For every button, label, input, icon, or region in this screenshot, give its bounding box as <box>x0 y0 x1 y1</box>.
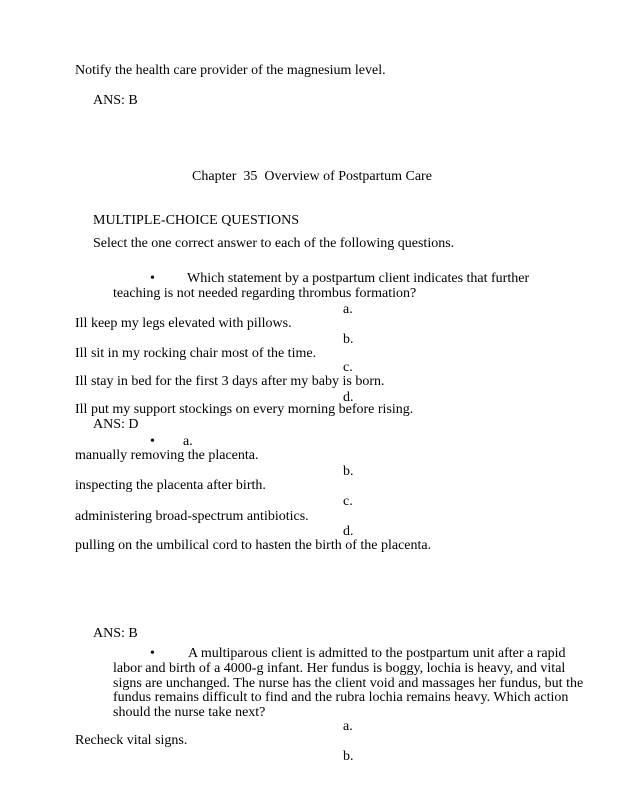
question2-option-c-letter: c. <box>343 494 353 509</box>
question1-answer-label: ANS: D <box>93 417 139 432</box>
question3-bullet-icon: • <box>150 646 155 661</box>
question3-option-a-text: Recheck vital signs. <box>75 733 188 748</box>
question2-option-a-text: manually removing the placenta. <box>75 448 259 463</box>
question2-option-a-letter: a. <box>183 434 193 449</box>
question2-option-d-letter: d. <box>343 524 354 539</box>
question1-option-b-text: Ill sit in my rocking chair most of the time. <box>75 346 317 361</box>
instructions-text: Select the one correct answer to each of the following questions. <box>93 236 455 251</box>
question1-option-c-text: Ill stay in bed for the first 3 days after my baby is born. <box>75 374 385 389</box>
question2-option-b-text: inspecting the placenta after birth. <box>75 478 266 493</box>
question1-option-a-text: Ill keep my legs elevated with pillows. <box>75 316 292 331</box>
question1-bullet-icon: • <box>150 271 155 286</box>
question3-stem-line2: labor and birth of a 4000-g infant. Her fundus is boggy, lochia is heavy, and vital <box>113 661 566 676</box>
question1-option-c-letter: c. <box>343 360 353 375</box>
question1-option-d-letter: d. <box>343 390 354 405</box>
question1-option-a-letter: a. <box>343 302 353 317</box>
question1-stem-line2: teaching is not needed regarding thrombus formation? <box>113 286 417 301</box>
question3-stem-line3: signs are unchanged. The nurse has the client void and massages her fundus, but the <box>113 676 584 691</box>
question3-option-a-letter: a. <box>343 719 353 734</box>
section-title: MULTIPLE-CHOICE QUESTIONS <box>93 213 299 228</box>
question3-stem-line5: should the nurse take next? <box>113 705 266 720</box>
question2-option-b-letter: b. <box>343 464 354 479</box>
question1-option-b-letter: b. <box>343 332 354 347</box>
question3-stem-line4: fundus remains difficult to find and the rubra lochia remains heavy. Which action <box>113 690 569 705</box>
question2-option-c-text: administering broad-spectrum antibiotics. <box>75 509 309 524</box>
question1-option-d-text: Ill put my support stockings on every morning before rising. <box>75 402 414 417</box>
question2-answer-label: ANS: B <box>93 626 138 641</box>
question3-option-b-letter: b. <box>343 749 354 764</box>
question3-stem-line1: A multiparous client is admitted to the postpartum unit after a rapid <box>188 646 566 661</box>
question2-option-d-text: pulling on the umbilical cord to hasten the birth of the placenta. <box>75 538 432 553</box>
prior-option-text: Notify the health care provider of the magnesium level. <box>75 63 386 78</box>
question2-bullet-icon: • <box>150 434 155 449</box>
chapter-heading: Chapter 35 Overview of Postpartum Care <box>192 169 432 184</box>
question1-stem-line1: Which statement by a postpartum client indicates that further <box>187 271 530 286</box>
prior-answer-label: ANS: B <box>93 93 138 108</box>
